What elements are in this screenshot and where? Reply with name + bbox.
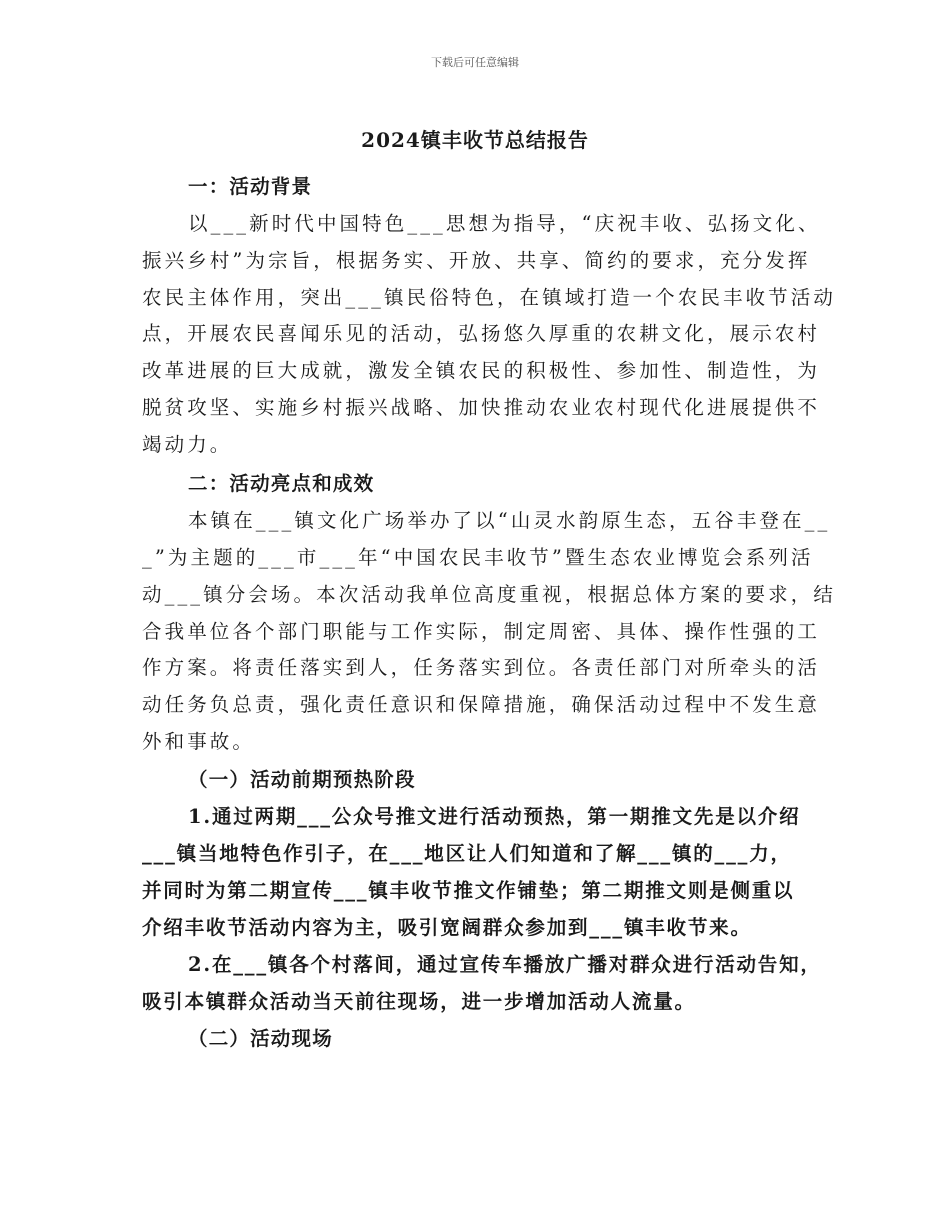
- paragraph-line: 动___镇分会场。本次活动我单位高度重视，根据总体方案的要求，结: [142, 583, 836, 606]
- subsection-heading-onsite: （二）活动现场: [188, 1027, 333, 1050]
- paragraph-line: 改革进展的巨大成就，激发全镇农民的积极性、参加性、制造性，为: [142, 359, 821, 382]
- paragraph-line-bold: 并同时为第二期宣传___镇丰收节推文作铺垫；第二期推文则是侧重以: [142, 879, 795, 902]
- paragraph-line: 本镇在___镇文化广场举办了以“山灵水韵原生态，五谷丰登在__: [188, 509, 831, 532]
- paragraph-line-bold: ___镇当地特色作引子，在___地区让人们知道和了解___镇的___力，: [142, 842, 792, 865]
- paragraph-line: 农民主体作用，突出___镇民俗特色，在镇域打造一个农民丰收节活动: [142, 286, 836, 309]
- section-heading-background: 一：活动背景: [188, 175, 313, 198]
- paragraph-line: 以___新时代中国特色___思想为指导，“庆祝丰收、弘扬文化、: [188, 212, 821, 235]
- paragraph-line: 动任务负总责，强化责任意识和保障措施，确保活动过程中不发生意: [142, 693, 821, 716]
- paragraph-line-bold: 介绍丰收节活动内容为主，吸引宽阔群众参加到___镇丰收节来。: [142, 916, 752, 939]
- section-heading-highlights: 二：活动亮点和成效: [188, 472, 375, 495]
- paragraph-line-bold: 2.在___镇各个村落间，通过宣传车播放广播对群众进行活动告知，: [188, 953, 822, 976]
- paragraph-line: 振兴乡村”为宗旨，根据务实、开放、共享、简约的要求，充分发挥: [142, 249, 811, 272]
- document-title: 2024镇丰收节总结报告: [361, 128, 589, 152]
- paragraph-line: 脱贫攻坚、实施乡村振兴战略、加快推动农业农村现代化进展提供不: [142, 396, 821, 419]
- paragraph-line: 外和事故。: [142, 730, 256, 753]
- paragraph-line: _”为主题的___市___年“中国农民丰收节”暨生态农业博览会系列活: [142, 546, 814, 569]
- paragraph-line: 合我单位各个部门职能与工作实际，制定周密、具体、操作性强的工: [142, 620, 821, 643]
- subsection-heading-warmup: （一）活动前期预热阶段: [188, 768, 416, 791]
- paragraph-line-bold: 1.通过两期___公众号推文进行活动预热，第一期推文先是以介绍: [188, 805, 801, 828]
- paragraph-line: 竭动力。: [142, 433, 233, 456]
- paragraph-line: 点，开展农民喜闻乐见的活动，弘扬悠久厚重的农耕文化，展示农村: [142, 322, 821, 345]
- paragraph-line-bold: 吸引本镇群众活动当天前往现场，进一步增加活动人流量。: [142, 990, 696, 1013]
- paragraph-line: 作方案。将责任落实到人，任务落实到位。各责任部门对所牵头的活: [142, 656, 821, 679]
- page-header-note: 下载后可任意编辑: [431, 56, 519, 69]
